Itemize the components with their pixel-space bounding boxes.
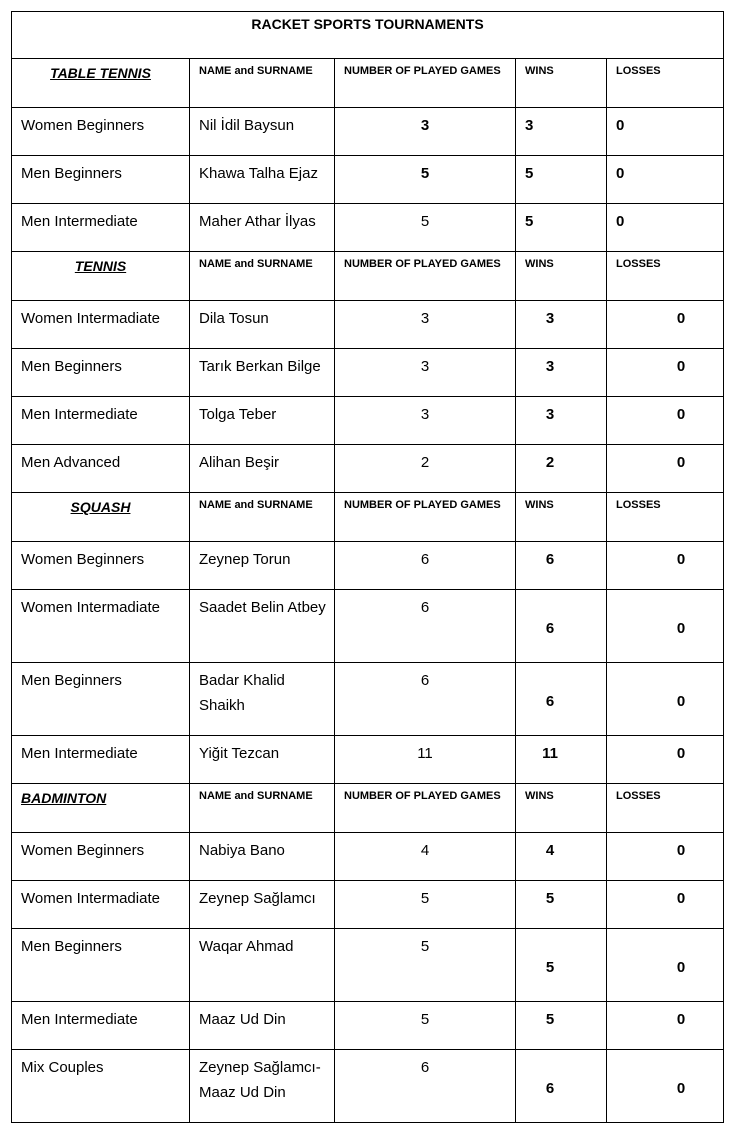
games-cell: 3 — [335, 397, 516, 445]
header-losses: LOSSES — [607, 493, 724, 542]
name-cell: Dila Tosun — [190, 301, 335, 349]
losses-cell: 0 — [607, 397, 724, 445]
games-cell: 5 — [335, 156, 516, 204]
wins-cell: 5 — [516, 929, 607, 1002]
header-games: NUMBER OF PLAYED GAMES — [335, 252, 516, 301]
losses-cell: 0 — [607, 736, 724, 784]
table-row — [12, 108, 724, 156]
wins-cell: 2 — [516, 445, 607, 493]
losses-cell: 0 — [607, 663, 724, 736]
wins-cell: 3 — [516, 301, 607, 349]
name-cell: Maher Athar İlyas — [190, 204, 335, 252]
category-cell: Men Beginners — [12, 929, 190, 1002]
wins-cell: 4 — [516, 833, 607, 881]
games-cell: 11 — [335, 736, 516, 784]
category-cell: Men Beginners — [12, 156, 190, 204]
name-cell: Maaz Ud Din — [190, 1002, 335, 1050]
category-cell: Women Beginners — [12, 542, 190, 590]
losses-cell: 0 — [607, 590, 724, 663]
table-row — [12, 542, 724, 590]
header-wins: WINS — [516, 493, 607, 542]
header-games: NUMBER OF PLAYED GAMES — [335, 59, 516, 108]
losses-cell: 0 — [607, 445, 724, 493]
wins-cell: 6 — [516, 590, 607, 663]
table-row — [12, 736, 724, 784]
games-cell: 4 — [335, 833, 516, 881]
wins-cell: 3 — [516, 349, 607, 397]
category-cell: Men Intermediate — [12, 397, 190, 445]
wins-cell: 5 — [516, 204, 607, 252]
section-header-row — [12, 252, 724, 301]
table-row — [12, 156, 724, 204]
losses-cell: 0 — [607, 108, 724, 156]
name-cell: Tarık Berkan Bilge — [190, 349, 335, 397]
losses-cell: 0 — [607, 349, 724, 397]
games-cell: 3 — [335, 301, 516, 349]
wins-cell: 5 — [516, 156, 607, 204]
page-title: RACKET SPORTS TOURNAMENTS — [12, 12, 724, 59]
games-cell: 6 — [335, 663, 516, 736]
category-cell: Men Intermediate — [12, 736, 190, 784]
header-losses: LOSSES — [607, 59, 724, 108]
table-row — [12, 663, 724, 736]
games-cell: 5 — [335, 1002, 516, 1050]
category-cell: Women Beginners — [12, 108, 190, 156]
games-cell: 2 — [335, 445, 516, 493]
table-row — [12, 1050, 724, 1123]
header-name: NAME and SURNAME — [190, 59, 335, 108]
losses-cell: 0 — [607, 204, 724, 252]
games-cell: 6 — [335, 1050, 516, 1123]
table-row — [12, 833, 724, 881]
category-cell: Women Intermadiate — [12, 881, 190, 929]
name-cell: Waqar Ahmad — [190, 929, 335, 1002]
table-row — [12, 349, 724, 397]
header-losses: LOSSES — [607, 252, 724, 301]
category-cell: Mix Couples — [12, 1050, 190, 1123]
category-cell: Men Beginners — [12, 663, 190, 736]
games-cell: 6 — [335, 590, 516, 663]
wins-cell: 11 — [516, 736, 607, 784]
sport-title: TENNIS — [12, 252, 190, 301]
name-cell: Saadet Belin Atbey — [190, 590, 335, 663]
header-name: NAME and SURNAME — [190, 784, 335, 833]
category-cell: Women Intermadiate — [12, 301, 190, 349]
losses-cell: 0 — [607, 156, 724, 204]
section-header-row — [12, 493, 724, 542]
category-cell: Women Beginners — [12, 833, 190, 881]
header-games: NUMBER OF PLAYED GAMES — [335, 784, 516, 833]
name-cell: Badar Khalid Shaikh — [190, 663, 335, 736]
wins-cell: 5 — [516, 881, 607, 929]
name-cell: Zeynep Sağlamcı — [190, 881, 335, 929]
sport-title: BADMINTON — [12, 784, 190, 833]
losses-cell: 0 — [607, 833, 724, 881]
tournament-table — [11, 11, 724, 1123]
name-cell: Khawa Talha Ejaz — [190, 156, 335, 204]
wins-cell: 5 — [516, 1002, 607, 1050]
games-cell: 5 — [335, 929, 516, 1002]
losses-cell: 0 — [607, 542, 724, 590]
losses-cell: 0 — [607, 301, 724, 349]
header-wins: WINS — [516, 59, 607, 108]
category-cell: Men Intermediate — [12, 1002, 190, 1050]
wins-cell: 6 — [516, 663, 607, 736]
table-row — [12, 1002, 724, 1050]
name-cell: Yiğit Tezcan — [190, 736, 335, 784]
losses-cell: 0 — [607, 881, 724, 929]
games-cell: 3 — [335, 108, 516, 156]
header-games: NUMBER OF PLAYED GAMES — [335, 493, 516, 542]
name-cell: Zeynep Sağlamcı-Maaz Ud Din — [190, 1050, 335, 1123]
wins-cell: 3 — [516, 108, 607, 156]
category-cell: Men Advanced — [12, 445, 190, 493]
table-row — [12, 204, 724, 252]
games-cell: 6 — [335, 542, 516, 590]
header-name: NAME and SURNAME — [190, 252, 335, 301]
table-row — [12, 397, 724, 445]
sport-title: SQUASH — [12, 493, 190, 542]
header-wins: WINS — [516, 252, 607, 301]
name-cell: Tolga Teber — [190, 397, 335, 445]
header-losses: LOSSES — [607, 784, 724, 833]
losses-cell: 0 — [607, 1050, 724, 1123]
header-name: NAME and SURNAME — [190, 493, 335, 542]
games-cell: 5 — [335, 881, 516, 929]
table-row — [12, 445, 724, 493]
name-cell: Alihan Beşir — [190, 445, 335, 493]
table-row — [12, 301, 724, 349]
header-wins: WINS — [516, 784, 607, 833]
section-header-row — [12, 59, 724, 108]
name-cell: Nabiya Bano — [190, 833, 335, 881]
section-header-row — [12, 784, 724, 833]
losses-cell: 0 — [607, 1002, 724, 1050]
category-cell: Men Beginners — [12, 349, 190, 397]
table-row — [12, 590, 724, 663]
wins-cell: 3 — [516, 397, 607, 445]
wins-cell: 6 — [516, 1050, 607, 1123]
category-cell: Men Intermediate — [12, 204, 190, 252]
sport-title: TABLE TENNIS — [12, 59, 190, 108]
games-cell: 5 — [335, 204, 516, 252]
games-cell: 3 — [335, 349, 516, 397]
table-row — [12, 929, 724, 1002]
category-cell: Women Intermadiate — [12, 590, 190, 663]
wins-cell: 6 — [516, 542, 607, 590]
name-cell: Zeynep Torun — [190, 542, 335, 590]
table-row — [12, 881, 724, 929]
name-cell: Nil İdil Baysun — [190, 108, 335, 156]
losses-cell: 0 — [607, 929, 724, 1002]
title-row — [12, 12, 724, 59]
